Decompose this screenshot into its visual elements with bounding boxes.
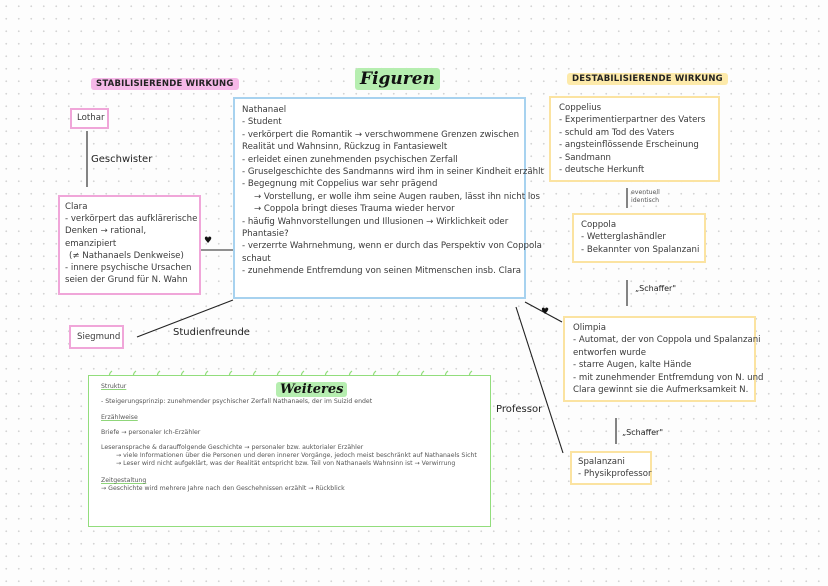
olimpia-box xyxy=(563,316,764,402)
weiteres-box xyxy=(88,375,491,527)
clara-line: (≠ Nathanaels Denkweise) xyxy=(69,250,184,261)
coppelius-line: - deutsche Herkunft xyxy=(559,165,645,176)
nathanael-line: - verkörpert die Romantik → verschwommene Grenzen zwischen xyxy=(242,129,520,140)
coppola-line: - Bekannter von Spalanzani xyxy=(581,244,700,255)
weiteres-content xyxy=(101,383,477,493)
nathanael-line: - Student xyxy=(242,117,282,128)
nathanael-text xyxy=(242,104,544,278)
olimpia-name: Olimpia xyxy=(573,323,607,333)
zeitgestaltung-label: Zeitgestaltung xyxy=(101,477,147,484)
olimpia-line: Clara gewinnt sie die Aufmerksamkeit N. xyxy=(573,385,749,396)
coppelius-text xyxy=(559,102,710,176)
coppelius-line: - Sandmann xyxy=(559,152,611,163)
schaffer-label-2: „Schaffer" xyxy=(622,428,663,437)
erzahlweise-subpoint: → Leser wird nicht aufgeklärt, was der Realität entspricht bzw. Teil von Nathanaels Wahnsinn ist → Verwirrung xyxy=(116,460,456,467)
coppola-box xyxy=(572,213,706,263)
erzahlweise-subpoint: → viele Informationen über die Personen und deren innerer Vorgänge, jedoch meist beschränkt auf Nathanaels Sicht xyxy=(116,452,477,459)
spalanzani-box xyxy=(570,451,652,485)
clara-box xyxy=(58,195,201,295)
nathanael-subline: → Vorstellung, er wolle ihm seine Augen rauben, lässt ihn nicht los xyxy=(254,191,540,202)
clara-text xyxy=(65,201,198,286)
siegmund-name: Siegmund xyxy=(77,332,121,342)
spalanzani-name: Spalanzani xyxy=(578,457,625,467)
nathanael-box xyxy=(233,97,544,299)
nathanael-subline: → Coppola bringt dieses Trauma wieder hervor xyxy=(254,204,455,215)
stabilizing-header: STABILISIERENDE WIRKUNG xyxy=(91,78,239,90)
figures-title: Figuren xyxy=(355,68,440,90)
coppola-name: Coppola xyxy=(581,220,617,230)
olimpia-line: entworfen wurde xyxy=(573,347,647,358)
spalanzani-line: - Physikprofessor xyxy=(578,469,652,479)
coppelius-line: - schuld am Tod des Vaters xyxy=(559,127,675,138)
clara-line: seien der Grund für N. Wahn xyxy=(65,275,188,286)
clara-line: - verkörpert das aufklärerische xyxy=(65,214,198,225)
nathanael-line: - Begegnung mit Coppelius war sehr prägend xyxy=(242,179,438,190)
professor-label: Professor xyxy=(496,404,543,415)
clara-line: Denken → rational, xyxy=(65,226,147,237)
clara-line: - innere psychische Ursachen xyxy=(65,263,192,274)
lothar-name: Lothar xyxy=(77,113,105,123)
siegmund-box xyxy=(69,325,124,349)
schaffer-label-1: „Schaffer" xyxy=(635,284,676,293)
nathanael-line: schaut xyxy=(242,253,271,264)
eventuell-line: eventuell xyxy=(631,189,660,196)
struktur-label: Struktur xyxy=(101,383,127,390)
olimpia-text xyxy=(573,322,764,396)
eventuell-line: identisch xyxy=(631,197,660,204)
clara-line: emanzipiert xyxy=(65,238,117,249)
nathanael-line: Phantasie? xyxy=(242,229,289,240)
nathanael-name: Nathanael xyxy=(242,105,287,115)
lothar-box xyxy=(70,108,109,129)
coppelius-line: - angsteinflössende Erscheinung xyxy=(559,140,699,151)
erzahlweise-label: Erzählweise xyxy=(101,414,138,421)
spalanzani-text xyxy=(578,456,652,480)
olimpia-line: - mit zunehmender Entfremdung von N. und xyxy=(573,372,764,383)
studienfreunde-label: Studienfreunde xyxy=(173,327,250,338)
nathanael-line: - häufig Wahnvorstellungen und Illusionen → Wirklichkeit oder xyxy=(242,216,509,227)
nathanael-line: - zunehmende Entfremdung von seinen Mitmenschen insb. Clara xyxy=(242,266,522,277)
olimpia-line: - Automat, der von Coppola und Spalanzani xyxy=(573,335,761,346)
coppelius-box xyxy=(549,96,720,182)
eventuell-label xyxy=(631,189,660,205)
coppola-text xyxy=(581,219,700,256)
coppola-line: - Wetterglashändler xyxy=(581,232,666,243)
heart-icon: ♥ xyxy=(204,236,213,246)
zeitgestaltung-text: → Geschichte wird mehrere Jahre nach den Geschehnissen erzählt → Rückblick xyxy=(101,485,345,492)
nathanael-line: - verzerrte Wahrnehmung, wenn er durch das Perspektiv von Coppola xyxy=(242,241,542,252)
struktur-text: - Steigerungsprinzip: zunehmender psychischer Zerfall Nathanaels, der im Suizid endet xyxy=(101,398,373,405)
briefe-text: Briefe → personaler Ich-Erzähler xyxy=(101,429,201,436)
clara-name: Clara xyxy=(65,202,88,212)
nathanael-line: - erleidet einen zunehmenden psychischen Zerfall xyxy=(242,154,458,165)
coppelius-name: Coppelius xyxy=(559,103,602,113)
coppelius-line: - Experimentierpartner des Vaters xyxy=(559,115,706,126)
geschwister-label: Geschwister xyxy=(91,154,153,165)
weiteres-title: Weiteres xyxy=(276,382,347,397)
destabilizing-header: DESTABILISIERENDE WIRKUNG xyxy=(567,73,728,85)
leseransprache-text: Leseransprache & darauffolgende Geschichte → personaler bzw. auktorialer Erzähler xyxy=(101,444,364,451)
nathanael-line: Realität und Wahnsinn, Rückzug in Fantasiewelt xyxy=(242,142,448,153)
heart-icon: ♥ xyxy=(541,307,550,317)
olimpia-line: - starre Augen, kalte Hände xyxy=(573,360,692,371)
nathanael-line: - Gruselgeschichte des Sandmanns wird ihm in seiner Kindheit erzählt xyxy=(242,167,544,178)
